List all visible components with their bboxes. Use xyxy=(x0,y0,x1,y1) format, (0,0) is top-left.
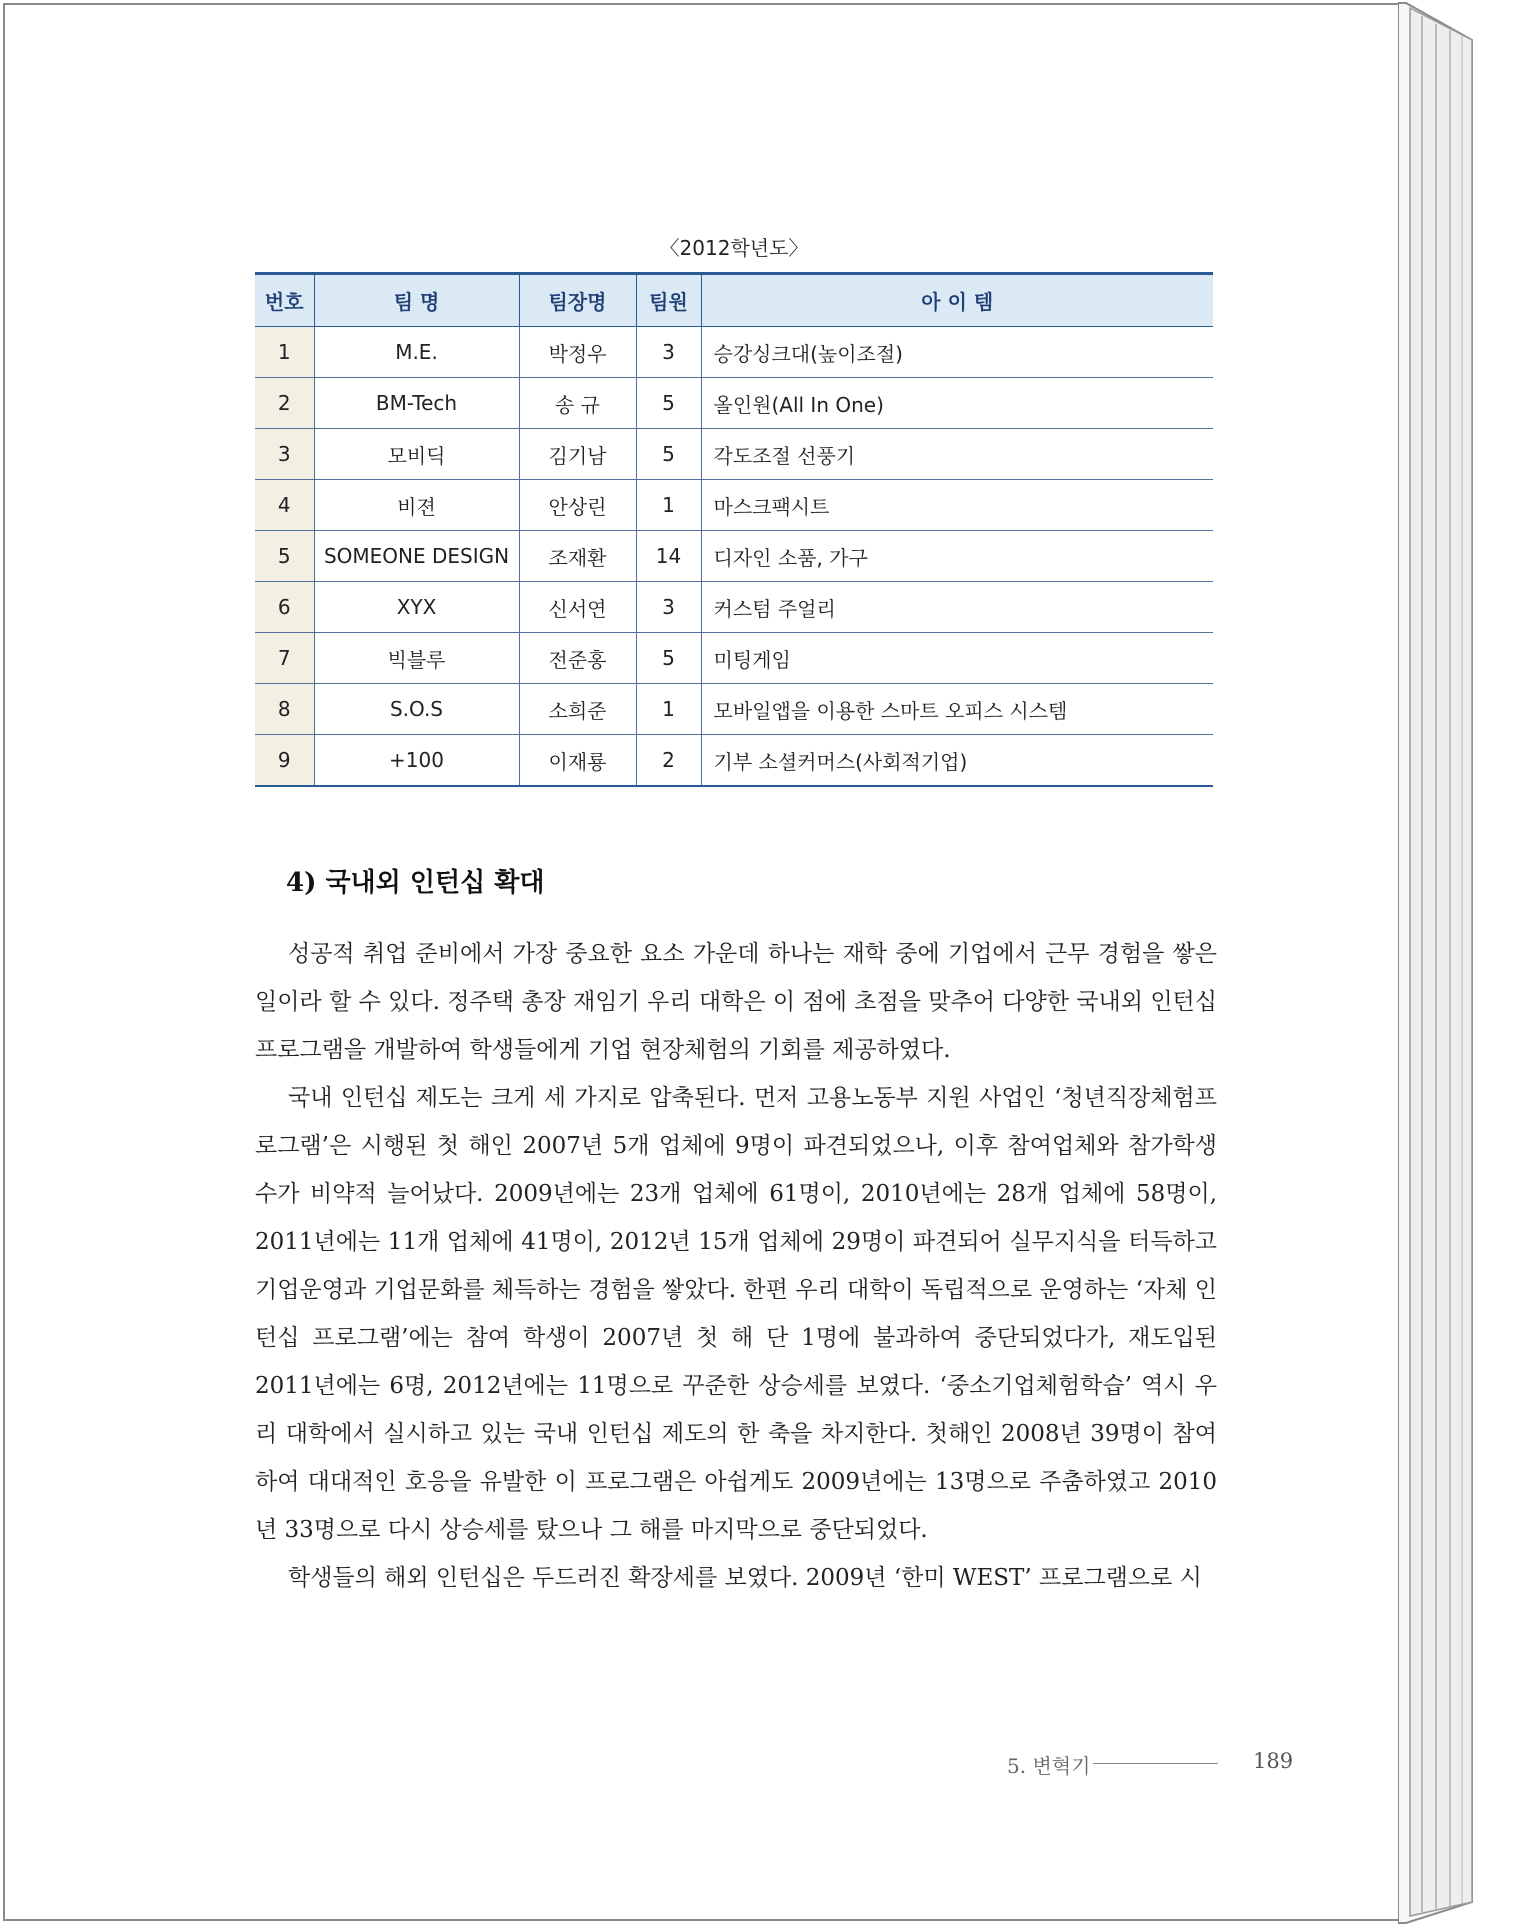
footer-rule xyxy=(1093,1763,1218,1764)
cell-members: 5 xyxy=(636,429,701,480)
cell-leader: 소희준 xyxy=(519,684,636,735)
cell-item: 미팅게임 xyxy=(701,633,1213,684)
cell-item: 마스크팩시트 xyxy=(701,480,1213,531)
table-caption: 〈2012학년도〉 xyxy=(659,236,809,260)
cell-team-name: 비젼 xyxy=(314,480,519,531)
cell-members: 14 xyxy=(636,531,701,582)
table-row xyxy=(255,531,1213,582)
cell-members: 1 xyxy=(636,684,701,735)
cell-members: 3 xyxy=(636,327,701,378)
cell-number: 3 xyxy=(255,429,314,480)
table-row xyxy=(255,480,1213,531)
cell-leader: 안상린 xyxy=(519,480,636,531)
table-row xyxy=(255,327,1213,378)
cell-number: 5 xyxy=(255,531,314,582)
header-number: 번호 xyxy=(255,274,314,327)
cell-number: 1 xyxy=(255,327,314,378)
section-heading: 4) 국내외 인턴십 확대 xyxy=(286,868,545,898)
table-row xyxy=(255,684,1213,735)
cell-item: 모바일앱을 이용한 스마트 오피스 시스템 xyxy=(701,684,1213,735)
cell-number: 7 xyxy=(255,633,314,684)
header-leader: 팀장명 xyxy=(519,274,636,327)
cell-number: 6 xyxy=(255,582,314,633)
cell-leader: 전준홍 xyxy=(519,633,636,684)
cell-item: 기부 소셜커머스(사회적기업) xyxy=(701,735,1213,787)
cell-team-name: BM-Tech xyxy=(314,378,519,429)
cell-leader: 이재룡 xyxy=(519,735,636,787)
cell-item: 커스텀 주얼리 xyxy=(701,582,1213,633)
table-row xyxy=(255,633,1213,684)
footer-section-label: 5. 변혁기 xyxy=(1007,1754,1091,1778)
cell-members: 1 xyxy=(636,480,701,531)
cell-number: 2 xyxy=(255,378,314,429)
cell-item: 각도조절 선풍기 xyxy=(701,429,1213,480)
paragraph: 학생들의 해외 인턴십은 두드러진 확장세를 보였다. 2009년 ‘한미 WEST’ 프로그램으로 시 xyxy=(288,1565,1202,1591)
page-number: 189 xyxy=(1253,1749,1294,1773)
cell-number: 4 xyxy=(255,480,314,531)
cell-leader: 송 규 xyxy=(519,378,636,429)
cell-leader: 김기남 xyxy=(519,429,636,480)
cell-team-name: +100 xyxy=(314,735,519,787)
cell-team-name: 빅블루 xyxy=(314,633,519,684)
cell-number: 8 xyxy=(255,684,314,735)
cell-members: 5 xyxy=(636,378,701,429)
cell-item: 디자인 소품, 가구 xyxy=(701,531,1213,582)
cell-item: 올인원(All In One) xyxy=(701,378,1213,429)
table-row xyxy=(255,735,1213,787)
cell-members: 2 xyxy=(636,735,701,787)
team-table xyxy=(255,272,1213,787)
cell-item: 승강싱크대(높이조절) xyxy=(701,327,1213,378)
table-header-row xyxy=(255,274,1213,327)
cell-team-name: M.E. xyxy=(314,327,519,378)
table-row xyxy=(255,378,1213,429)
body-text xyxy=(255,930,1217,1602)
cell-team-name: 모비딕 xyxy=(314,429,519,480)
paragraph: 성공적 취업 준비에서 가장 중요한 요소 가운데 하나는 재학 중에 기업에서 근무 경험을 쌓은 일이라 할 수 있다. 정주택 총장 재임기 우리 대학은 이 점에 초점을 맞추어 다양한 국내외 인턴십 프로그램을 개발하여 학생들에게 기업 현장체험의 기회를 제공하였다. xyxy=(255,941,1217,1063)
header-members: 팀원 xyxy=(636,274,701,327)
header-team-name: 팀 명 xyxy=(314,274,519,327)
paragraph: 국내 인턴십 제도는 크게 세 가지로 압축된다. 먼저 고용노동부 지원 사업인 ‘청년직장체험프로그램’은 시행된 첫 해인 2007년 5개 업체에 9명이 파견되었으나, 이후 참여업체와 참가학생 수가 비약적 늘어났다. 2009년에는 23개 업체에 61명이, 2010년에는 28개 업체에 58명이, 2011년에는 11개 업체에 41명이, 2012년 15개 업체에 29명이 파견되어 실무지식을 터득하고 기업운영과 기업문화를 체득하는 경험을 쌓았다. 한편 우리 대학이 독립적으로 운영하는 ‘자체 인턴십 프로그램’에는 참여 학생이 2007년 첫 해 단 1명에 불과하여 중단되었다가, 재도입된 2011년에는 6명, 2012년에는 11명으로 꾸준한 상승세를 보였다. ‘중소기업체험학습’ 역시 우리 대학에서 실시하고 있는 국내 인턴십 제도의 한 축을 차지한다. 첫해인 2008년 39명이 참여하여 대대적인 호응을 유발한 이 프로그램은 아쉽게도 2009년에는 13명으로 주춤하였고 2010년 33명으로 다시 상승세를 탔으나 그 해를 마지막으로 중단되었다. xyxy=(255,1085,1217,1543)
table-row xyxy=(255,429,1213,480)
cell-leader: 신서연 xyxy=(519,582,636,633)
book-page-edges xyxy=(1398,0,1478,1926)
cell-members: 5 xyxy=(636,633,701,684)
cell-leader: 박정우 xyxy=(519,327,636,378)
cell-members: 3 xyxy=(636,582,701,633)
table-row xyxy=(255,582,1213,633)
cell-team-name: SOMEONE DESIGN xyxy=(314,531,519,582)
cell-leader: 조재환 xyxy=(519,531,636,582)
header-item: 아 이 템 xyxy=(701,274,1213,327)
cell-team-name: S.O.S xyxy=(314,684,519,735)
cell-number: 9 xyxy=(255,735,314,787)
cell-team-name: XYX xyxy=(314,582,519,633)
